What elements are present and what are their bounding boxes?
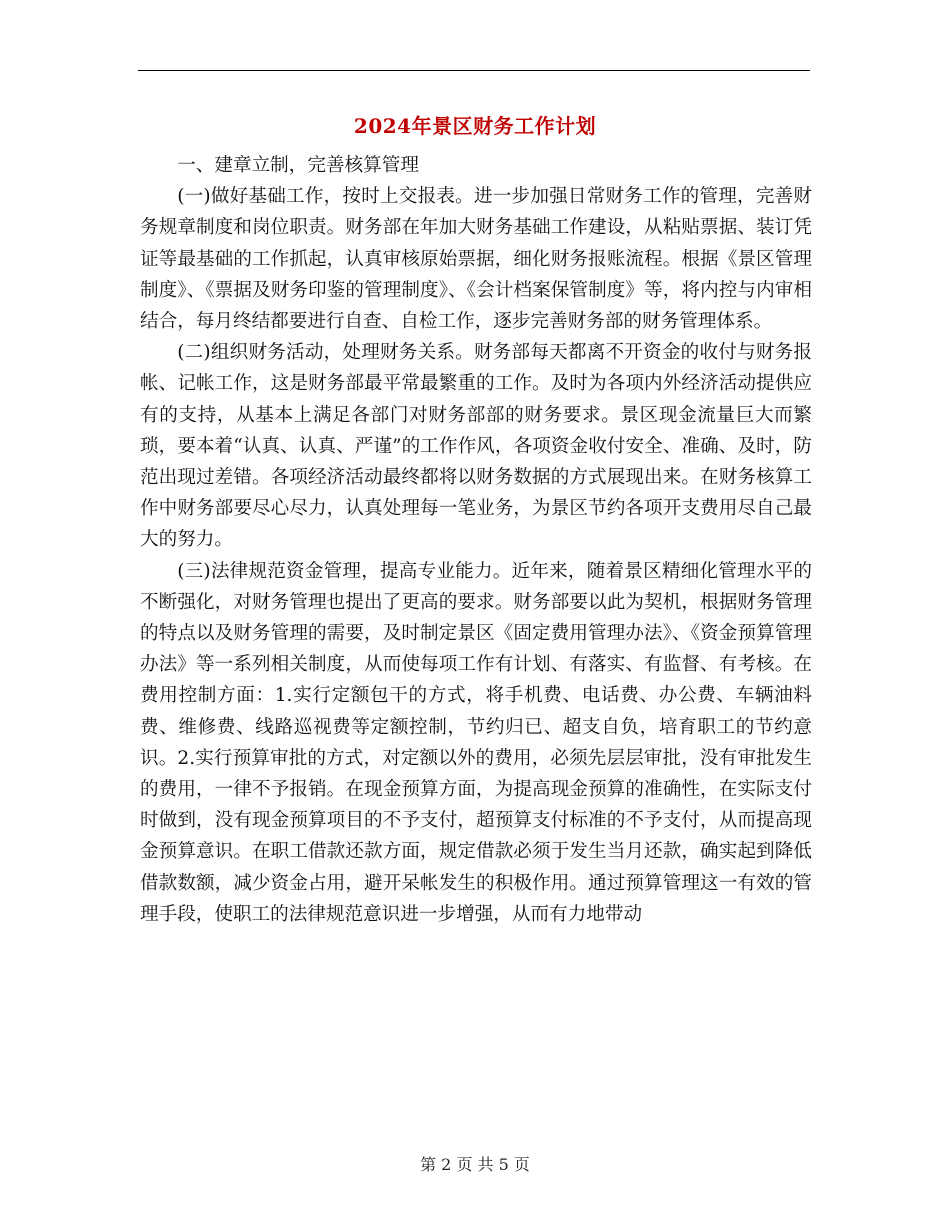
- paragraph: (二)组织财务活动，处理财务关系。财务部每天都离不开资金的收付与财务报帐、记帐工作，这是财务部最平常最繁重的工作。及时为各项内外经济活动提供应有的支持，从基本上满足各部门对财务部部的财务要求。景区现金流量巨大而繁琐，要本着“认真、认真、严谨”的工作作风，各项资金收付安全、准确、及时，防范出现过差错。各项经济活动最终都将以财务数据的方式展现出来。在财务核算工作中财务部要尽心尽力，认真处理每一笔业务，为景区节约各项开支费用尽自己最大的努力。: [140, 342, 812, 551]
- page-number: 第 2 页 共 5 页: [420, 1155, 530, 1174]
- paragraph: (一)做好基础工作，按时上交报表。进一步加强日常财务工作的管理，完善财务规章制度和岗位职责。财务部在年加大财务基础工作建设，从粘贴票据、装订凭证等最基础的工作抓起，认真审核原始票据，细化财务报账流程。根据《景区管理制度》、《票据及财务印鉴的管理制度》、《会计档案保管制度》等，将内控与内审相结合，每月终结都要进行自查、自检工作，逐步完善财务部的财务管理体系。: [140, 186, 812, 333]
- paragraph: (三)法律规范资金管理，提高专业能力。近年来，随着景区精细化管理水平的不断强化，对财务管理也提出了更高的要求。财务部要以此为契机，根据财务管理的特点以及财务管理的需要，及时制定景区《固定费用管理办法》、《资金预算管理办法》等一系列相关制度，从而使每项工作有计划、有落实、有监督、有考核。在费用控制方面：1.实行定额包干的方式，将手机费、电话费、办公费、车辆油料费、维修费、线路巡视费等定额控制，节约归已、超支自负，培育职工的节约意识。2.实行预算审批的方式，对定额以外的费用，必须先层层审批，没有审批发生的费用，一律不予报销。在现金预算方面，为提高现金预算的准确性，在实际支付时做到，没有现金预算项目的不予支付，超预算支付标准的不予支付，从而提高现金预算意识。在职工借款还款方面，规定借款必须于发生当月还款，确实起到降低借款数额，减少资金占用，避开呆帐发生的积极作用。通过预算管理这一有效的管理手段，使职工的法律规范意识进一步增强，从而有力地带动: [140, 560, 812, 925]
- header-rule: [138, 70, 810, 71]
- section-heading: 一、建章立制，完善核算管理: [177, 155, 419, 176]
- document-title: 2024年景区财务工作计划: [353, 114, 597, 138]
- document-body: [140, 150, 812, 930]
